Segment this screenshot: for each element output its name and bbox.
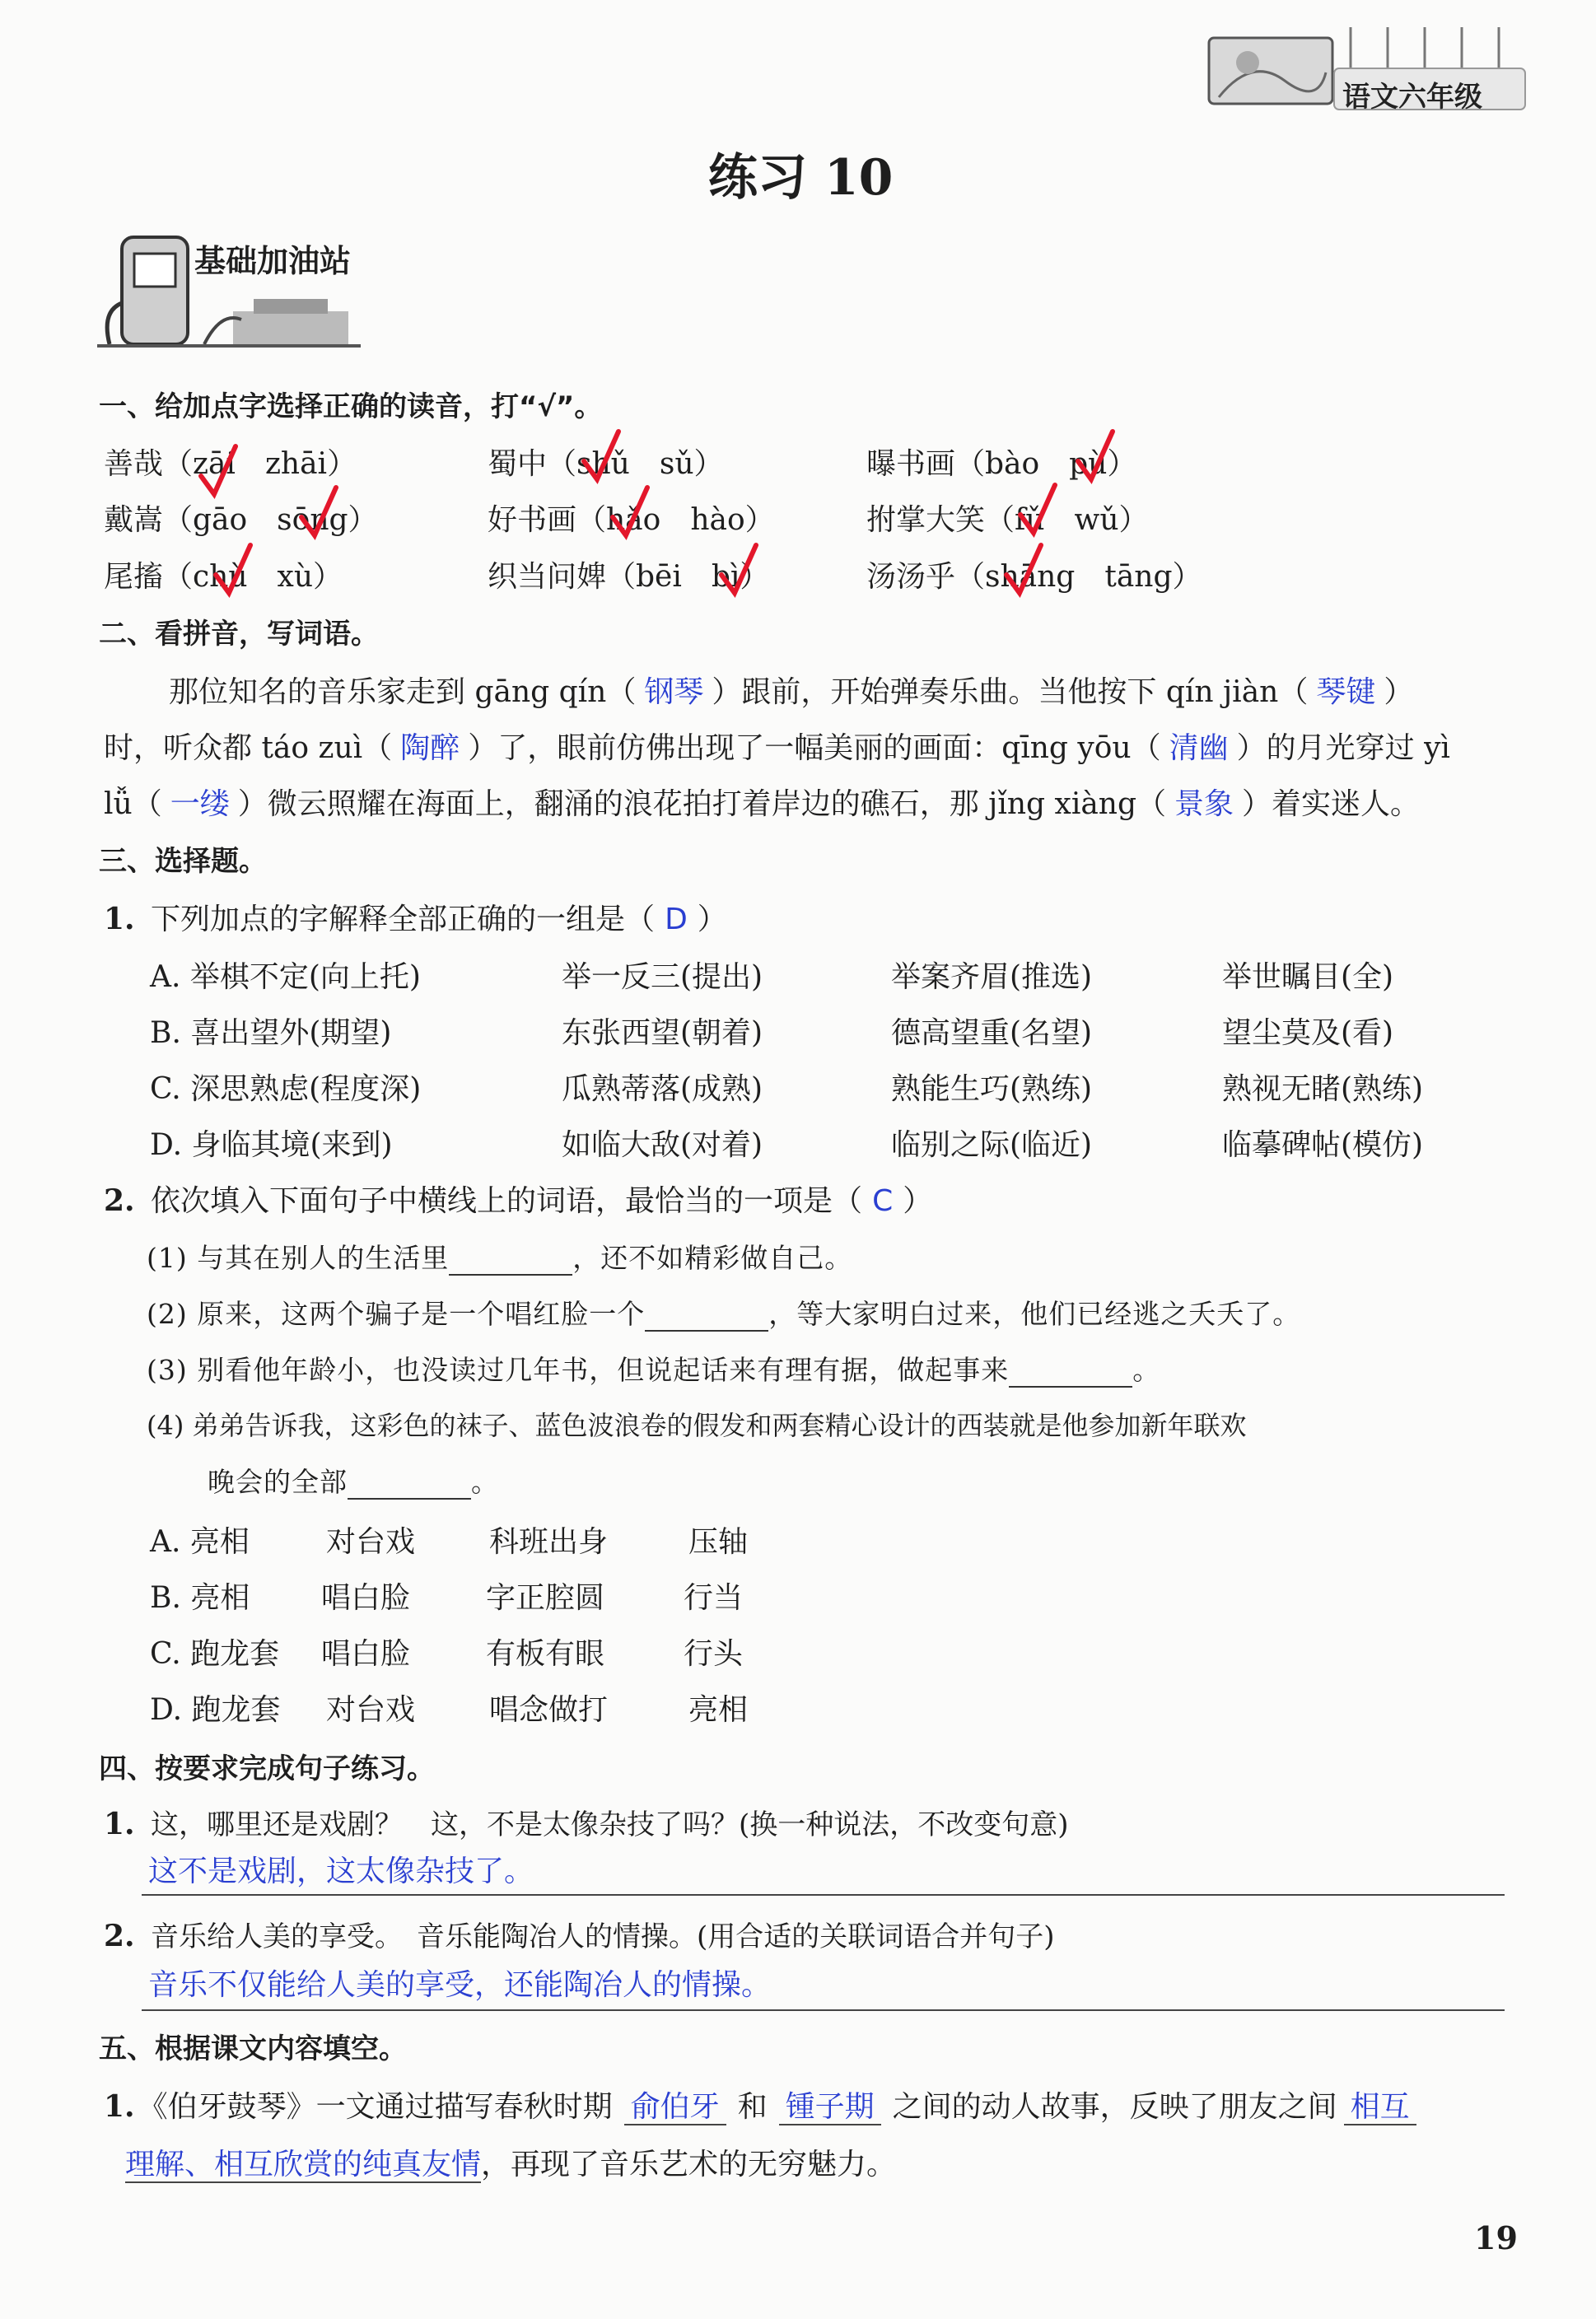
q3-option: 行头 (684, 1637, 744, 1671)
q3-item1-stem: 1. 下列加点的字解释全部正确的一组是（ D ） (104, 902, 727, 936)
checkmark-icon (1003, 542, 1044, 600)
q2-heading: 二、看拼音，写词语。 (99, 618, 379, 651)
q3-sentence: (3) 别看他年龄小，也没读过几年书，但说起话来有理有据，做起事来 。 (147, 1354, 1161, 1386)
q2-line-1: 那位知名的音乐家走到 gāng qín（ 钢琴 ）跟前，开始弹奏乐曲。当他按下 qín jiàn（ 琴键 ） (169, 675, 1414, 709)
q5-heading: 五、根据课文内容填空。 (99, 2032, 407, 2065)
q4-answer-2: 音乐不仅能给人美的享受，还能陶冶人的情操。 (148, 1968, 772, 2002)
answer-text: 俞伯牙 (624, 2090, 726, 2125)
q1-item: 拊掌大笑（fǔ wǔ） (866, 503, 1149, 537)
q1-item: 曝书画（bào pù） (866, 447, 1137, 481)
q3-option: 唱白脸 (321, 1637, 411, 1671)
blank-line (348, 1473, 471, 1500)
q1-item: 戴嵩（gāo sōng） (104, 503, 378, 537)
q3-option: 德高望重(名望) (891, 1016, 1093, 1050)
header-decoration (1202, 23, 1528, 114)
q1-item: 善哉（zāi zhāi） (104, 447, 357, 481)
answer-text: 一缕 (170, 787, 230, 821)
q1-item: 好书画（hǎo hào） (488, 503, 775, 537)
q3-option: 望尘莫及(看) (1222, 1016, 1394, 1050)
checkmark-icon (1017, 482, 1058, 539)
q1-item: 织当问婢（bēi bì） (488, 560, 770, 594)
q4-heading: 四、按要求完成句子练习。 (99, 1752, 435, 1785)
q3-option: 举案齐眉(推选) (891, 960, 1093, 994)
checkmark-icon (581, 428, 622, 486)
q3-option: 行当 (684, 1581, 744, 1615)
page-number: 19 (1474, 2219, 1518, 2256)
q3-option: D. 跑龙套 (150, 1693, 281, 1727)
section-badge-label: 基础加油站 (194, 243, 352, 279)
answer-text: 景象 (1174, 787, 1234, 821)
q3-option: 举一反三(提出) (562, 960, 763, 994)
q3-option: 唱念做打 (489, 1693, 609, 1727)
q3-option: 东张西望(朝着) (562, 1016, 763, 1050)
blank-line (449, 1249, 572, 1276)
q3-option: 举世瞩目(全) (1222, 960, 1394, 994)
q3-option: C. 深思熟虑(程度深) (150, 1072, 422, 1106)
q3-option: 唱白脸 (321, 1581, 411, 1615)
q4-item2-stem: 2. 音乐给人美的享受。 音乐能陶冶人的情操。(用合适的关联词语合并句子) (104, 1919, 1055, 1953)
q3-sentence: (1) 与其在别人的生活里 ，还不如精彩做自己。 (147, 1242, 853, 1274)
q3-option: 字正腔圆 (486, 1581, 605, 1615)
q3-sentence: (4) 弟弟告诉我，这彩色的袜子、蓝色波浪卷的假发和两套精心设计的西装就是他参加新年联欢 (147, 1410, 1247, 1441)
q3-option: 如临大敌(对着) (562, 1128, 763, 1162)
q3-option: 压轴 (688, 1525, 749, 1559)
q1-heading: 一、给加点字选择正确的读音，打“√”。 (99, 390, 603, 423)
checkmark-icon (212, 542, 254, 600)
q3-item2-stem: 2. 依次填入下面句子中横线上的词语，最恰当的一项是（ C ） (104, 1183, 933, 1218)
q3-option: 熟视无睹(熟练) (1222, 1072, 1424, 1106)
q3-option: 科班出身 (489, 1525, 609, 1559)
answer-text: 相互 (1344, 2090, 1416, 2125)
q1-item: 汤汤乎（shāng tāng） (866, 560, 1202, 594)
q5-line-1: 1. 《伯牙鼓琴》一文通过描写春秋时期 俞伯牙 和 锺子期 之间的动人故事，反映了朋友之间 相互 (104, 2083, 1416, 2125)
q1-item: 尾搐（chù xù） (104, 560, 343, 594)
q3-sentence: (2) 原来，这两个骗子是一个唱红脸一个 ，等大家明白过来，他们已经逃之夭夭了。 (147, 1298, 1301, 1330)
answer-text: 陶醉 (400, 731, 460, 765)
q2-line-3: lǚ（ 一缕 ）微云照耀在海面上，翻涌的浪花拍打着岸边的礁石，那 jǐng xiàng（ 景象 ）着实迷人。 (104, 787, 1421, 821)
q3-option: 熟能生巧(熟练) (891, 1072, 1093, 1106)
grade-badge: 语文六年级 (1342, 81, 1482, 114)
q3-option: D. 身临其境(来到) (150, 1128, 393, 1162)
answer-text: 锺子期 (779, 2090, 881, 2125)
q2-line-2: 时，听众都 táo zuì（ 陶醉 ）了，眼前仿佛出现了一幅美丽的画面：qīng yōu（ 清幽 ）的月光穿过 yì (104, 731, 1450, 765)
q3-option: 临别之际(临近) (891, 1128, 1093, 1162)
section-badge (97, 221, 369, 352)
q4-answer-1: 这不是戏剧，这太像杂技了。 (148, 1855, 534, 1888)
checkmark-icon (718, 542, 759, 600)
blank-line (1009, 1361, 1132, 1388)
answer-text: 清幽 (1169, 731, 1229, 765)
q3-option: 有板有眼 (486, 1637, 605, 1671)
answer-text: D (665, 903, 688, 936)
checkmark-icon (298, 484, 339, 542)
q3-option: A. 亮相 (150, 1525, 250, 1559)
answer-text: 琴键 (1316, 675, 1376, 709)
answer-text: 钢琴 (644, 675, 704, 709)
q3-option: B. 喜出望外(期望) (150, 1016, 392, 1050)
q3-option: 对台戏 (326, 1693, 416, 1727)
answer-line (142, 1894, 1505, 1896)
answer-text: 理解、相互欣赏的纯真友情 (125, 2148, 482, 2181)
q3-option: 亮相 (688, 1693, 749, 1727)
blank-line (645, 1305, 768, 1332)
checkmark-icon (1075, 428, 1116, 486)
q3-option: 瓜熟蒂落(成熟) (562, 1072, 763, 1106)
q1-item: 蜀中（shǔ sǔ） (488, 447, 724, 481)
q3-option: B. 亮相 (150, 1581, 250, 1615)
q3-option: 对台戏 (326, 1525, 416, 1559)
checkmark-icon (198, 443, 239, 501)
q5-line-2: 理解、相互欣赏的纯真友情，再现了音乐艺术的无穷魅力。 (125, 2148, 897, 2181)
q3-heading: 三、选择题。 (99, 845, 267, 878)
page-title: 练习 10 (708, 149, 894, 207)
answer-text: C (872, 1184, 894, 1218)
answer-line (142, 2009, 1505, 2011)
q3-option: C. 跑龙套 (150, 1637, 280, 1671)
checkmark-icon (609, 484, 651, 542)
q4-item1-stem: 1. 这，哪里还是戏剧？ 这，不是太像杂技了吗？(换一种说法，不改变句意) (104, 1807, 1069, 1841)
q3-option: 临摹碑帖(模仿) (1222, 1128, 1424, 1162)
q3-sentence: 晚会的全部 。 (208, 1466, 499, 1498)
q3-option: A. 举棋不定(向上托) (150, 960, 421, 994)
